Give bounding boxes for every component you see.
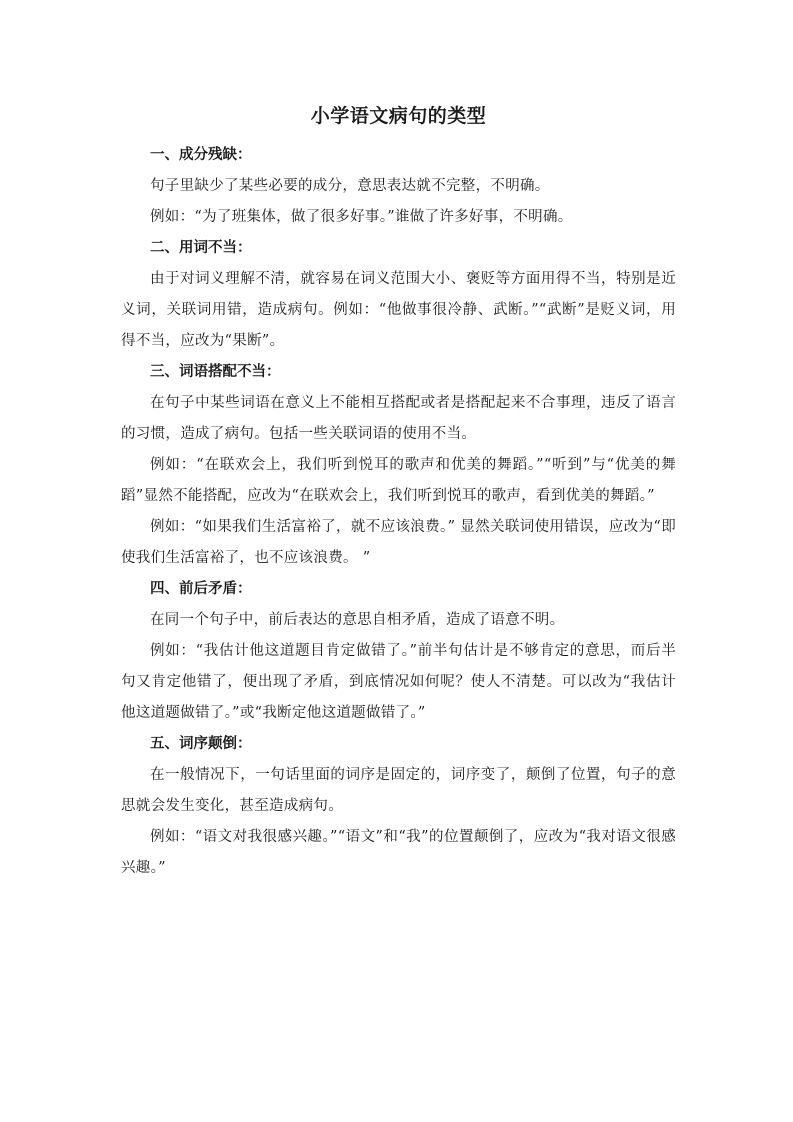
paragraph: 在句子中某些词语在意义上不能相互搭配或者是搭配起来不合事理，违反了语言的习惯，造成了病句。包括一些关联词语的使用不当。	[121, 395, 676, 442]
section-word-order-reversed	[121, 729, 676, 884]
page-title: 小学语文病句的类型	[310, 105, 487, 127]
paragraph: 由于对词义理解不清，就容易在词义范围大小、褒贬等方面用得不当，特别是近义词，关联词用错，造成病句。例如：“他做事很冷静、武断。”“武断”是贬义词，用得不当，应改为“果断”。	[121, 271, 676, 349]
section-heading: 四、前后矛盾：	[150, 581, 252, 597]
section-heading: 一、成分残缺：	[150, 147, 252, 163]
example-paragraph: 例如：“我估计他这道题目肯定做错了。”前半句估计是不够肯定的意思，而后半句又肯定他错了，便出现了矛盾，到底情况如何呢？使人不清楚。可以改为“我估计他这道题做错了。”或“我断定他这道题做错了。”	[121, 643, 676, 721]
paragraph: 在同一个句子中，前后表达的意思自相矛盾，造成了语意不明。	[150, 612, 565, 628]
section-heading: 三、词语搭配不当：	[150, 364, 281, 380]
example-paragraph: 例如：“语文对我很感兴趣。”“语文”和“我”的位置颠倒了，应改为“我对语文很感兴趣。”	[121, 829, 676, 876]
paragraph: 在一般情况下，一句话里面的词序是固定的，词序变了，颠倒了位置，句子的意思就会发生变化，甚至造成病句。	[121, 767, 676, 814]
section-incomplete-components	[121, 140, 676, 233]
section-heading: 五、词序颠倒：	[150, 736, 252, 752]
section-improper-word-use	[121, 233, 676, 357]
example-paragraph: 例如：“在联欢会上，我们听到悦耳的歌声和优美的舞蹈。”“听到”与“优美的舞蹈”显然不能搭配，应改为“在联欢会上，我们听到悦耳的歌声，看到优美的舞蹈。”	[121, 457, 676, 504]
document-body	[121, 100, 676, 884]
example-paragraph: 例如：“如果我们生活富裕了，就不应该浪费。” 显然关联词使用错误，应改为“即使我们生活富裕了，也不应该浪费。 ”	[121, 519, 676, 566]
example-paragraph: 例如：“为了班集体，做了很多好事。”谁做了许多好事，不明确。	[150, 209, 573, 225]
paragraph: 句子里缺少了某些必要的成分，意思表达就不完整，不明确。	[150, 178, 550, 194]
section-contradiction	[121, 574, 676, 729]
section-improper-collocation	[121, 357, 676, 574]
section-heading: 二、用词不当：	[150, 240, 252, 256]
